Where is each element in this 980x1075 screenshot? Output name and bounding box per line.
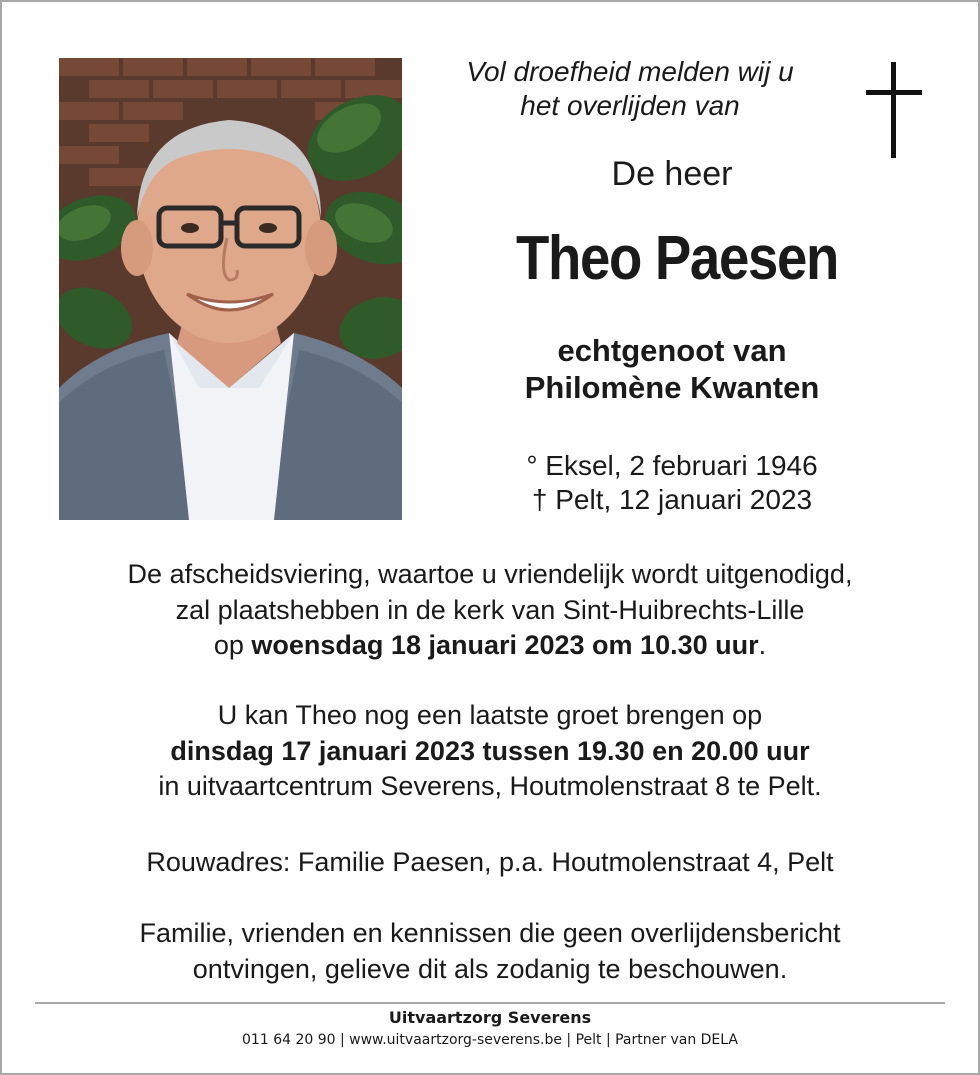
spouse-line-1: echtgenoot van bbox=[557, 333, 787, 368]
visitation-datetime-text: dinsdag 17 januari 2023 tussen 19.30 en 20.00 uur bbox=[170, 735, 810, 766]
ceremony-announcement bbox=[40, 557, 940, 664]
intro-line-1: Vol droefheid melden wij u bbox=[466, 56, 794, 87]
honorific: De heer bbox=[611, 155, 733, 193]
funeral-home-name: Uitvaartzorg Severens bbox=[388, 1008, 592, 1027]
portrait-photo bbox=[59, 58, 402, 520]
family-notice bbox=[40, 916, 940, 987]
intro-line-2: het overlijden van bbox=[520, 90, 740, 121]
visitation-line-3: in uitvaartcentrum Severens, Houtmolenstraat 8 te Pelt. bbox=[158, 771, 822, 801]
family-line-1: Familie, vrienden en kennissen die geen overlijdensbericht bbox=[139, 918, 841, 948]
visitation-announcement bbox=[40, 698, 940, 805]
spouse-line-2: Philomène Kwanten bbox=[524, 370, 820, 405]
footer-divider bbox=[35, 1002, 945, 1004]
funeral-home-contact: 011 64 20 90 | www.uitvaartzorg-severens.be | Pelt | Partner van DELA bbox=[242, 1032, 738, 1048]
ceremony-line-3 bbox=[40, 628, 940, 664]
ceremony-prefix: op bbox=[213, 630, 252, 660]
visitation-line-1: U kan Theo nog een laatste groet brengen op bbox=[217, 700, 763, 730]
cross-icon bbox=[866, 62, 922, 158]
ceremony-line-1: De afscheidsviering, waartoe u vriendelijk wordt uitgenodigd, bbox=[127, 559, 853, 589]
intro-text bbox=[420, 55, 840, 123]
ceremony-suffix: . bbox=[758, 630, 767, 660]
spouse-info bbox=[470, 332, 874, 406]
mourning-address: Rouwadres: Familie Paesen, p.a. Houtmolenstraat 4, Pelt bbox=[146, 847, 834, 877]
ceremony-line-2: zal plaatshebben in de kerk van Sint-Huibrechts-Lille bbox=[175, 594, 805, 625]
portrait-illustration bbox=[59, 58, 402, 520]
visitation-datetime bbox=[40, 734, 940, 770]
deceased-name: Theo Paesen bbox=[515, 224, 839, 293]
ceremony-datetime: woensdag 18 januari 2023 om 10.30 uur bbox=[251, 630, 759, 660]
family-line-2: ontvingen, gelieve dit als zodanig te beschouwen. bbox=[192, 953, 788, 984]
life-dates bbox=[470, 449, 874, 517]
death-date: † Pelt, 12 januari 2023 bbox=[531, 484, 813, 515]
birth-date: ° Eksel, 2 februari 1946 bbox=[526, 450, 818, 481]
